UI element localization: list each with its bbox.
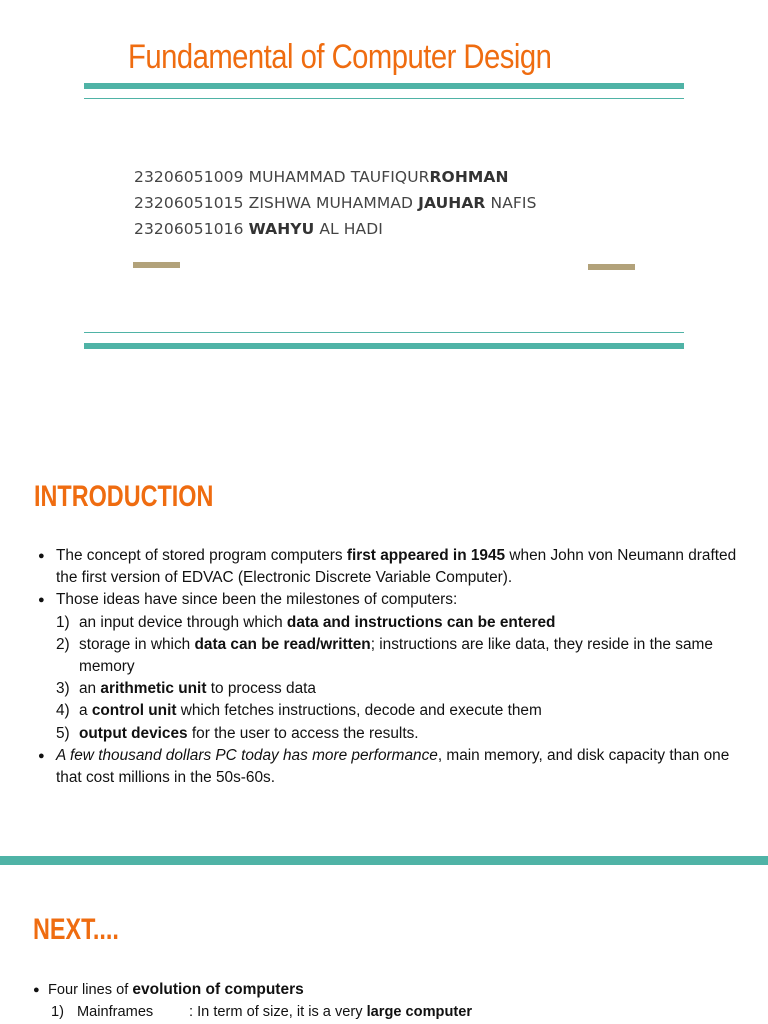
- item-label: Mainframes: [77, 1003, 154, 1020]
- student-id: 23206051015: [134, 194, 244, 212]
- author-line: [134, 164, 537, 190]
- text-run-bold: control unit: [91, 702, 177, 720]
- text-run-bold: arithmetic unit: [100, 680, 207, 698]
- text-run-bold: data can be read/written: [194, 635, 371, 653]
- introduction-heading: INTRODUCTION: [34, 480, 214, 513]
- author-name-part: NAFIS: [485, 194, 537, 212]
- text-run-bold: first appeared in 1945: [346, 547, 506, 564]
- text-run: : In term of size, it is a very: [189, 1003, 367, 1020]
- author-name-part: ZISHWA MUHAMMAD: [248, 194, 419, 212]
- bullet-icon: ●: [38, 550, 45, 562]
- text-run-bold: large computer: [366, 1003, 473, 1020]
- bottom-rule-thick: [84, 343, 684, 349]
- item-number: 1): [51, 1003, 64, 1020]
- item-number: 5): [56, 724, 70, 742]
- bullet-icon: ●: [38, 749, 45, 762]
- text-run: Four lines of: [48, 982, 133, 998]
- text-run: The concept of stored program computers: [56, 547, 347, 564]
- numbered-item: [33, 1002, 733, 1024]
- author-list: [134, 164, 537, 242]
- text-run: which fetches instructions, decode and execute them: [176, 702, 542, 720]
- top-rule-thick: [84, 83, 684, 89]
- text-run: ; instructions are like data, they reside in the same memory: [79, 635, 713, 676]
- author-name-part: MUHAMMAD TAUFIQUR: [248, 168, 430, 186]
- presentation-title: Fundamental of Computer Design: [128, 38, 552, 76]
- item-number: 4): [56, 702, 70, 720]
- numbered-item: [38, 612, 738, 634]
- text-run: , main memory, and disk capacity than one that cost millions in the 50s-60s.: [56, 746, 730, 787]
- numbered-item: [38, 634, 738, 678]
- bullet-icon: ●: [33, 984, 40, 996]
- author-name-part: AL HADI: [314, 220, 383, 238]
- author-line: [134, 216, 537, 242]
- text-run-italic: A few thousand dollars PC today has more performance: [56, 746, 438, 764]
- next-list: [33, 979, 733, 1023]
- list-item: [38, 545, 738, 589]
- numbered-item: [38, 678, 738, 700]
- text-run: to process data: [206, 680, 316, 698]
- bullet-icon: ●: [38, 594, 45, 607]
- accent-dash-right: [588, 264, 635, 270]
- student-id: 23206051016: [134, 220, 244, 238]
- text-run: a: [79, 702, 92, 720]
- item-number: 3): [56, 680, 70, 698]
- author-name-bold: WAHYU: [248, 220, 315, 238]
- item-number: 1): [56, 613, 70, 631]
- item-number: 2): [56, 635, 70, 653]
- introduction-list: [38, 545, 738, 789]
- list-item: [38, 589, 738, 611]
- author-name-bold: JAUHAR: [418, 194, 486, 212]
- numbered-item: [38, 723, 738, 745]
- text-run: when John von Neumann drafted the first version of EDVAC (Electronic Discrete Variable Computer).: [56, 547, 737, 587]
- next-heading: NEXT....: [33, 913, 119, 946]
- list-item: [33, 979, 733, 1002]
- text-run: for the user to access the results.: [187, 724, 419, 742]
- text-run-bold: data and instructions can be entered: [286, 613, 556, 631]
- text-run-bold: evolution of computers: [132, 981, 304, 998]
- author-line: [134, 190, 537, 216]
- text-run: an: [79, 680, 101, 698]
- bottom-rule-thin: [84, 332, 684, 333]
- text-run-bold: output devices: [79, 724, 188, 742]
- text-run: Those ideas have since been the milestones of computers:: [56, 591, 458, 609]
- author-name-bold: ROHMAN: [429, 168, 509, 186]
- numbered-item: [38, 700, 738, 722]
- top-rule-thin: [84, 98, 684, 99]
- student-id: 23206051009: [134, 168, 244, 186]
- text-run: an input device through which: [79, 613, 287, 631]
- accent-dash-left: [133, 262, 180, 268]
- list-item: [38, 745, 738, 789]
- text-run: storage in which: [79, 635, 195, 653]
- slide-divider: [0, 856, 768, 865]
